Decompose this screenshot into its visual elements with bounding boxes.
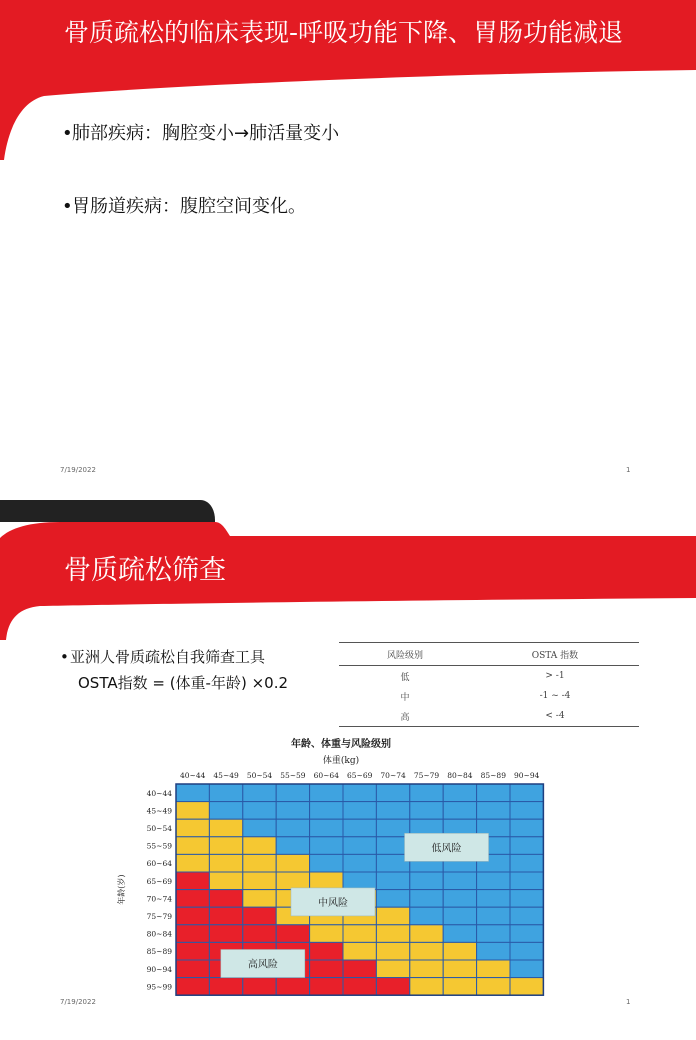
x-tick-label: 50~54	[246, 771, 273, 780]
y-tick-label: 90~94	[146, 964, 172, 974]
table-header: OSTA 指数	[471, 643, 639, 666]
heatmap-cell	[376, 942, 409, 960]
heatmap-cell	[243, 925, 276, 943]
heatmap-cell	[477, 925, 510, 943]
high-risk-label: 高风险	[247, 959, 278, 971]
y-tick-label: 55~59	[146, 841, 172, 851]
heatmap-cell	[477, 802, 510, 820]
x-tick-label: 65~69	[347, 771, 373, 780]
heatmap-cell	[209, 854, 242, 872]
heatmap-cell	[209, 978, 242, 996]
heatmap-cell	[510, 978, 543, 996]
heatmap-cell	[410, 890, 443, 908]
heatmap-cell	[376, 872, 409, 890]
heatmap-cell	[376, 890, 409, 908]
slide-2-title: 骨质疏松筛查	[64, 555, 226, 586]
heatmap-cell	[343, 837, 376, 855]
x-tick-label: 40~44	[180, 771, 206, 780]
heatmap-cell	[176, 942, 209, 960]
y-tick-label: 70~74	[146, 894, 172, 904]
y-tick-label: 85~89	[146, 947, 172, 957]
heatmap-cell	[343, 784, 376, 802]
x-tick-label: 70~74	[380, 771, 406, 780]
table-header: 风险级别	[339, 643, 471, 666]
heatmap-cell	[443, 907, 476, 925]
x-tick-label: 75~79	[413, 771, 440, 780]
bullet-text: 肺部疾病：胸腔变小→肺活量变小	[72, 123, 340, 144]
medium-risk-label: 中风险	[317, 897, 348, 909]
heatmap-cell	[176, 890, 209, 908]
heatmap-cell	[477, 872, 510, 890]
heatmap-cell	[209, 837, 242, 855]
heatmap-cell	[176, 872, 209, 890]
table-row	[339, 706, 639, 727]
bullet-text: 胃肠道疾病：腹腔空间变化。	[72, 196, 306, 217]
heatmap-cell	[443, 872, 476, 890]
heatmap-cell	[510, 784, 543, 802]
heatmap-cell	[410, 942, 443, 960]
heatmap-cell	[410, 802, 443, 820]
heatmap-cell	[209, 802, 242, 820]
heatmap-cell	[410, 872, 443, 890]
heatmap-cell	[510, 925, 543, 943]
table-cell: < -4	[471, 706, 639, 727]
table-cell: 高	[339, 706, 471, 727]
heatmap-cell	[276, 802, 309, 820]
table-cell: > -1	[545, 671, 565, 681]
heatmap-cell	[343, 925, 376, 943]
heatmap-cell	[276, 819, 309, 837]
heatmap-cell	[209, 907, 242, 925]
heatmap-cell	[209, 784, 242, 802]
table-cell: 低	[400, 672, 410, 683]
heatmap-cell	[376, 978, 409, 996]
heatmap-cell	[243, 837, 276, 855]
heatmap-cell	[410, 978, 443, 996]
heatmap-cell	[343, 978, 376, 996]
heatmap-cell	[276, 925, 309, 943]
heatmap-cell	[410, 907, 443, 925]
heatmap-cell	[310, 978, 343, 996]
x-tick-label: 45~49	[213, 771, 239, 780]
slide-1	[0, 0, 696, 500]
heatmap-cell	[310, 854, 343, 872]
slide-1-date: 7/19/2022	[60, 466, 96, 474]
heatmap-cell	[243, 907, 276, 925]
heatmap-cell	[376, 925, 409, 943]
heatmap-cell	[209, 872, 242, 890]
heatmap-cell	[176, 907, 209, 925]
heatmap-cell	[443, 802, 476, 820]
heatmap-cell	[176, 960, 209, 978]
heatmap-cell	[176, 854, 209, 872]
heatmap-cell	[443, 784, 476, 802]
heatmap-cell	[510, 802, 543, 820]
slide-2-page-number: 1	[626, 998, 631, 1006]
heatmap-cell	[176, 978, 209, 996]
y-tick-label: 50~54	[146, 824, 172, 833]
heatmap-cell	[176, 802, 209, 820]
heatmap-cell	[477, 784, 510, 802]
heatmap-cell	[410, 784, 443, 802]
heatmap-cell	[176, 837, 209, 855]
heatmap-cell	[176, 925, 209, 943]
osta-risk-heatmap	[110, 734, 572, 1014]
slide-1-page-number: 1	[626, 466, 631, 474]
heatmap-cell	[343, 802, 376, 820]
heatmap-cell	[310, 819, 343, 837]
heatmap-cell	[276, 872, 309, 890]
slide-1-title: 骨质疏松的临床表现-呼吸功能下降、胃肠功能减退	[64, 18, 624, 47]
bullet-text: 亚洲人骨质疏松自我筛查工具	[70, 648, 266, 666]
heatmap-cell	[477, 942, 510, 960]
bullet-dot: •	[62, 123, 73, 144]
x-tick-label: 90~94	[514, 771, 540, 780]
bullet-dot: •	[60, 648, 69, 666]
y-tick-label: 60~64	[146, 859, 172, 869]
heatmap-cell	[310, 784, 343, 802]
heatmap-cell	[510, 872, 543, 890]
table-header-row	[339, 643, 639, 666]
heatmap-cell	[510, 819, 543, 837]
heatmap-cell	[310, 837, 343, 855]
heatmap-cell	[343, 819, 376, 837]
chart-title: 年龄、体重与风险级别	[291, 739, 391, 750]
heatmap-cell	[243, 802, 276, 820]
heatmap-cell	[510, 942, 543, 960]
y-tick-label: 75~79	[146, 912, 172, 921]
osta-formula: OSTA指数 = (体重-年龄) ×0.2	[78, 674, 289, 692]
table-cell: -1 ~ -4	[539, 691, 571, 701]
heatmap-cell	[510, 854, 543, 872]
heatmap-cell	[510, 960, 543, 978]
heatmap-cell	[477, 907, 510, 925]
y-tick-label: 40~44	[146, 788, 172, 798]
heatmap-cell	[243, 872, 276, 890]
heatmap-cell	[310, 802, 343, 820]
heatmap-cell	[376, 784, 409, 802]
heatmap-cell	[343, 854, 376, 872]
heatmap-cell	[243, 890, 276, 908]
osta-bullet	[60, 644, 265, 670]
slide-2-date: 7/19/2022	[60, 998, 96, 1006]
x-tick-label: 80~84	[447, 771, 473, 780]
heatmap-cell	[176, 784, 209, 802]
bullet-lung	[62, 119, 339, 145]
table-cell: 中	[400, 692, 410, 703]
heatmap-cell	[443, 978, 476, 996]
heatmap-cell	[243, 784, 276, 802]
bullet-gut	[62, 192, 306, 218]
heatmap-cell	[276, 978, 309, 996]
x-tick-label: 55~59	[280, 771, 306, 780]
heatmap-cell	[310, 872, 343, 890]
heatmap-cell	[477, 978, 510, 996]
heatmap-cell	[510, 837, 543, 855]
heatmap-cell	[477, 890, 510, 908]
heatmap-cell	[343, 960, 376, 978]
heatmap-cell	[477, 960, 510, 978]
heatmap-cell	[209, 925, 242, 943]
heatmap-cell	[243, 854, 276, 872]
heatmap-cell	[343, 872, 376, 890]
heatmap-cell	[443, 925, 476, 943]
heatmap-cell	[376, 802, 409, 820]
heatmap-cell	[176, 819, 209, 837]
heatmap-cell	[310, 925, 343, 943]
heatmap-cell	[510, 907, 543, 925]
x-axis-label: 体重(kg)	[322, 756, 360, 766]
heatmap-cell	[276, 854, 309, 872]
heatmap-cell	[410, 960, 443, 978]
heatmap-cell	[443, 942, 476, 960]
x-tick-label: 85~89	[480, 771, 506, 780]
heatmap-cell	[209, 890, 242, 908]
slide-2	[0, 500, 696, 1040]
heatmap-cell	[376, 960, 409, 978]
heatmap-cell	[310, 942, 343, 960]
heatmap-cell	[376, 907, 409, 925]
heatmap-cell	[443, 960, 476, 978]
table-row	[339, 666, 639, 687]
heatmap-cell	[243, 978, 276, 996]
osta-table	[339, 642, 639, 727]
bullet-dot: •	[62, 196, 73, 217]
table-row	[339, 686, 639, 706]
y-tick-label: 95~99	[146, 982, 172, 992]
heatmap-cell	[209, 819, 242, 837]
heatmap-cell	[410, 925, 443, 943]
low-risk-label: 低风险	[431, 843, 462, 855]
y-axis-label: 年龄(岁)	[117, 874, 126, 905]
heatmap-cell	[243, 819, 276, 837]
y-tick-label: 80~84	[146, 929, 172, 939]
y-tick-label: 45~49	[146, 806, 172, 816]
heatmap-cell	[276, 784, 309, 802]
x-tick-label: 60~64	[313, 771, 339, 780]
heatmap-cell	[343, 942, 376, 960]
heatmap-cell	[276, 837, 309, 855]
heatmap-cell	[510, 890, 543, 908]
heatmap-cell	[443, 890, 476, 908]
y-tick-label: 65~69	[146, 876, 172, 886]
heatmap-cell	[310, 960, 343, 978]
